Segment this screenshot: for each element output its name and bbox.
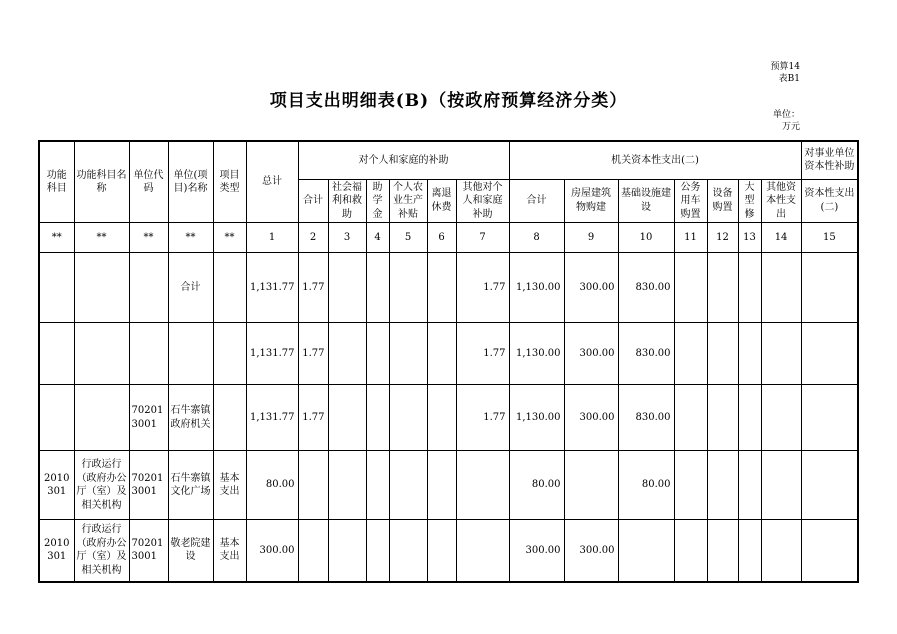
header-cell: 助学金 (366, 179, 389, 223)
header-cell: 功能科目 (39, 141, 74, 223)
table-cell: 1.77 (298, 253, 328, 323)
table-cell (707, 323, 738, 385)
column-code-cell: 15 (801, 223, 858, 253)
table-cell (707, 385, 738, 451)
table-cell: 石牛寨镇文化广场 (168, 451, 213, 520)
table-cell: 300.00 (564, 253, 618, 323)
table-cell (213, 385, 246, 451)
header-cell: 单位代码 (129, 141, 168, 223)
table-cell (427, 451, 456, 520)
column-code-cell: 1 (246, 223, 298, 253)
table-cell (761, 253, 801, 323)
column-code-cell: 9 (564, 223, 618, 253)
table-cell (456, 520, 509, 582)
table-cell (427, 385, 456, 451)
table-cell (427, 253, 456, 323)
table-cell (761, 520, 801, 582)
header-cell: 总计 (246, 141, 298, 223)
table-cell (328, 520, 366, 582)
table-row (39, 253, 858, 323)
header-cell: 其他资本性支出 (761, 179, 801, 223)
table-cell (427, 520, 456, 582)
header-cell: 其他对个人和家庭补助 (456, 179, 509, 223)
table-cell: 行政运行（政府办公厅（室）及相关机构 (74, 451, 129, 520)
column-code-cell: 13 (738, 223, 761, 253)
table-cell: 2010301 (39, 451, 74, 520)
column-code-cell: ** (168, 223, 213, 253)
table-cell (298, 520, 328, 582)
table-cell: 合计 (168, 253, 213, 323)
table-cell: 702013001 (129, 520, 168, 582)
column-code-cell: ** (39, 223, 74, 253)
table-row (39, 385, 858, 451)
table-cell: 300.00 (564, 323, 618, 385)
table-cell: 80.00 (246, 451, 298, 520)
table-row (39, 520, 858, 582)
table-cell (707, 451, 738, 520)
table-cell (427, 323, 456, 385)
page-title: 项目支出明细表(B)（按政府预算经济分类） (269, 91, 628, 111)
header-cell: 社会福利和救助 (328, 179, 366, 223)
column-code-cell: ** (74, 223, 129, 253)
table-row (39, 323, 858, 385)
table-cell (39, 385, 74, 451)
table-cell: 行政运行（政府办公厅（室）及相关机构 (74, 520, 129, 582)
table-cell: 702013001 (129, 451, 168, 520)
table-cell: 基本支出 (213, 520, 246, 582)
doc-number (771, 62, 800, 85)
table-cell (389, 253, 427, 323)
table-cell (74, 323, 129, 385)
table-cell: 830.00 (618, 323, 674, 385)
column-code-cell: 6 (427, 223, 456, 253)
table-cell (456, 451, 509, 520)
column-code-row (39, 223, 858, 253)
column-code-cell: 12 (707, 223, 738, 253)
table-cell: 1.77 (298, 385, 328, 451)
header-cell: 机关资本性支出(二) (509, 141, 801, 179)
header-cell: 公务用车购置 (674, 179, 707, 223)
column-code-cell: 2 (298, 223, 328, 253)
table-cell (738, 451, 761, 520)
table-body (39, 253, 858, 582)
table-cell (389, 323, 427, 385)
table-cell (74, 385, 129, 451)
table-cell (328, 385, 366, 451)
expenditure-table-wrap (38, 140, 859, 583)
table-cell (39, 253, 74, 323)
table-cell: 80.00 (618, 451, 674, 520)
table-cell: 1,130.00 (509, 323, 564, 385)
table-cell (707, 253, 738, 323)
table-cell: 1.77 (298, 323, 328, 385)
table-cell (168, 323, 213, 385)
table-cell (389, 520, 427, 582)
table-cell: 1.77 (456, 385, 509, 451)
table-cell (366, 520, 389, 582)
header-cell: 个人农业生产补贴 (389, 179, 427, 223)
table-cell: 300.00 (246, 520, 298, 582)
doc-number-line2: 表B1 (778, 73, 800, 84)
column-code-cell: 4 (366, 223, 389, 253)
header-cell: 基础设施建设 (618, 179, 674, 223)
header-cell: 单位(项目)名称 (168, 141, 213, 223)
table-cell (564, 451, 618, 520)
header-cell: 合计 (509, 179, 564, 223)
expenditure-table (38, 140, 859, 583)
table-cell (761, 451, 801, 520)
table-cell (738, 253, 761, 323)
table-cell (129, 253, 168, 323)
table-cell (366, 385, 389, 451)
table-cell (74, 253, 129, 323)
column-code-cell: 5 (389, 223, 427, 253)
table-cell (801, 520, 858, 582)
unit-label-line2: 万元 (781, 121, 800, 132)
table-cell: 1,131.77 (246, 323, 298, 385)
unit-label (773, 110, 800, 133)
table-cell (366, 323, 389, 385)
table-cell (328, 451, 366, 520)
table-cell (674, 253, 707, 323)
table-cell: 1,131.77 (246, 253, 298, 323)
table-row (39, 451, 858, 520)
table-cell: 1,130.00 (509, 385, 564, 451)
unit-label-line1: 单位： (772, 110, 800, 120)
table-cell: 石牛寨镇政府机关 (168, 385, 213, 451)
column-code-cell: 3 (328, 223, 366, 253)
header-cell: 对事业单位资本性补助 (801, 141, 858, 179)
table-cell: 80.00 (509, 451, 564, 520)
table-cell (328, 253, 366, 323)
header-cell: 对个人和家庭的补助 (298, 141, 509, 179)
table-cell (366, 451, 389, 520)
header-cell: 大型修 (738, 179, 761, 223)
header-cell: 资本性支出(二) (801, 179, 858, 223)
column-code-cell: 8 (509, 223, 564, 253)
table-cell (674, 520, 707, 582)
column-code-cell: 10 (618, 223, 674, 253)
table-cell (761, 385, 801, 451)
column-code-cell: 14 (761, 223, 801, 253)
table-cell (674, 323, 707, 385)
table-cell (213, 323, 246, 385)
column-code-cell: ** (213, 223, 246, 253)
table-cell (674, 451, 707, 520)
table-cell (298, 451, 328, 520)
table-cell: 基本支出 (213, 451, 246, 520)
table-cell (129, 323, 168, 385)
table-cell (707, 520, 738, 582)
table-cell (674, 385, 707, 451)
table-cell: 830.00 (618, 253, 674, 323)
table-cell (801, 253, 858, 323)
table-cell (328, 323, 366, 385)
header-cell: 功能科目名称 (74, 141, 129, 223)
table-cell (801, 385, 858, 451)
table-cell: 300.00 (564, 520, 618, 582)
header-cell: 离退休费 (427, 179, 456, 223)
header-group-row (39, 141, 858, 179)
table-cell (389, 451, 427, 520)
table-cell: 1.77 (456, 253, 509, 323)
table-cell (761, 323, 801, 385)
column-code-cell: 7 (456, 223, 509, 253)
table-cell (366, 253, 389, 323)
header-cell: 设备购置 (707, 179, 738, 223)
column-code-cell: ** (129, 223, 168, 253)
column-code-cell: 11 (674, 223, 707, 253)
table-cell (389, 385, 427, 451)
table-cell: 2010301 (39, 520, 74, 582)
table-cell: 300.00 (509, 520, 564, 582)
table-cell (801, 451, 858, 520)
header-cell: 房屋建筑物购建 (564, 179, 618, 223)
table-cell (618, 520, 674, 582)
table-cell (738, 323, 761, 385)
table-cell (738, 520, 761, 582)
table-cell (39, 323, 74, 385)
header-cell: 项目类型 (213, 141, 246, 223)
header-cell: 合计 (298, 179, 328, 223)
table-cell: 敬老院建设 (168, 520, 213, 582)
table-cell (801, 323, 858, 385)
table-cell (738, 385, 761, 451)
table-cell (213, 253, 246, 323)
doc-number-line1: 预算14 (770, 62, 800, 72)
table-cell: 1,131.77 (246, 385, 298, 451)
table-cell: 1,130.00 (509, 253, 564, 323)
table-cell: 702013001 (129, 385, 168, 451)
table-head (39, 141, 858, 253)
table-cell: 300.00 (564, 385, 618, 451)
table-cell: 1.77 (456, 323, 509, 385)
table-cell: 830.00 (618, 385, 674, 451)
